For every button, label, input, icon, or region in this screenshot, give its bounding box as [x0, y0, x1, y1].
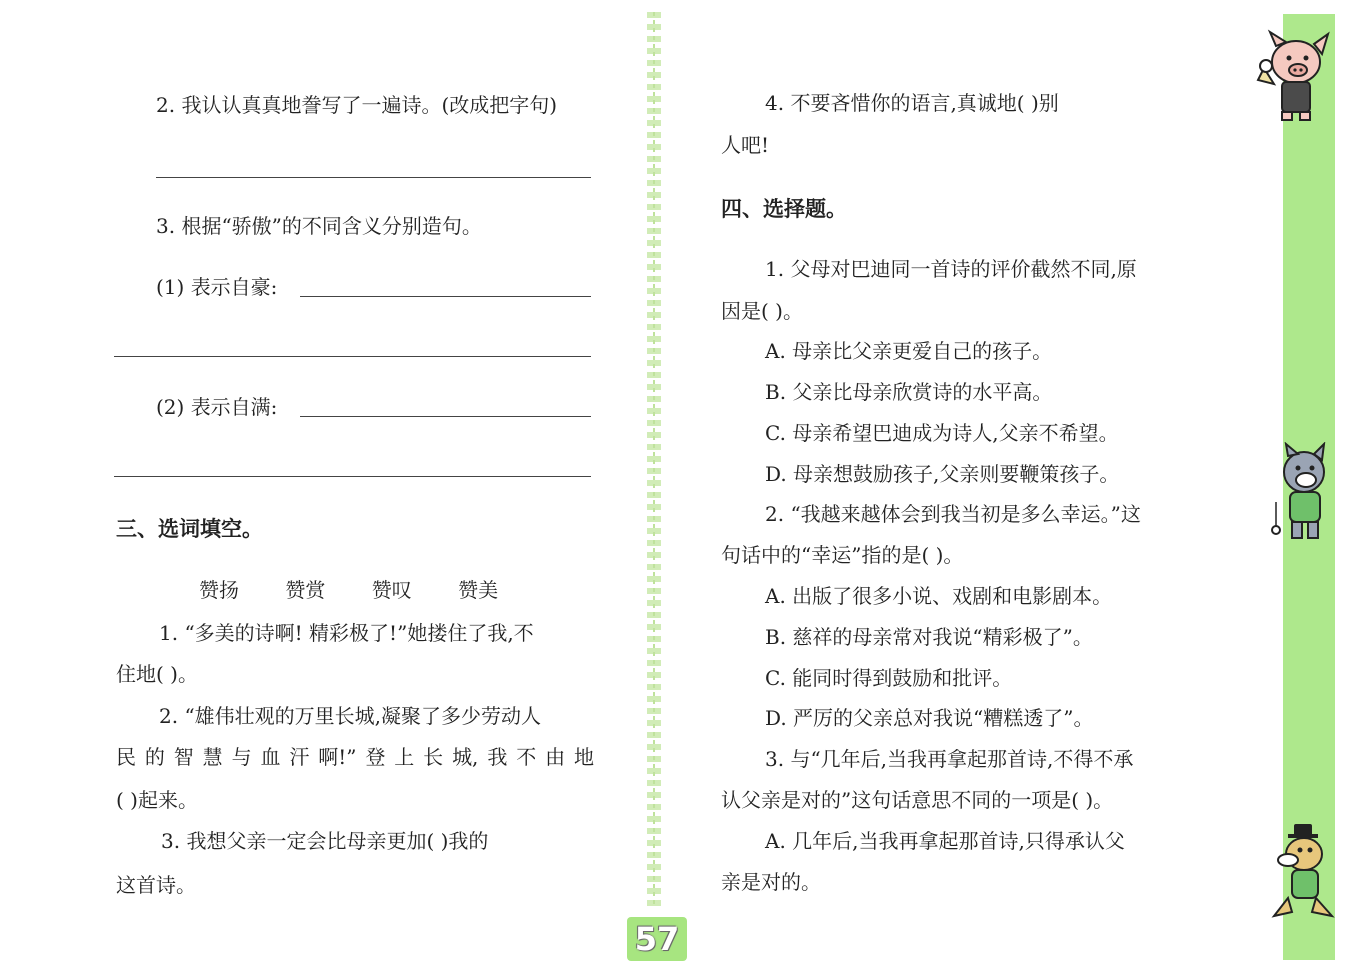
choice-2-line-2: 句话中的“幸运”指的是( )。: [721, 543, 964, 567]
choice-1-option-c[interactable]: C. 母亲希望巴迪成为诗人,父亲不希望。: [765, 421, 1119, 445]
text-char: 慧: [202, 745, 223, 769]
choice-1-option-d[interactable]: D. 母亲想鼓励孩子,父亲则要鞭策孩子。: [765, 462, 1120, 486]
text-char: 我: [487, 745, 508, 769]
fill-2-line-1: 2. “雄伟壮观的万里长城,凝聚了多少劳动人: [159, 704, 542, 728]
text-char: 地: [573, 745, 594, 769]
text-char: 的: [144, 745, 165, 769]
pig-mascot-icon: [1252, 28, 1334, 126]
choice-3-line-1: 3. 与“几年后,当我再拿起那首诗,不得不承: [765, 747, 1134, 771]
choice-3-option-a-line-2[interactable]: 亲是对的。: [721, 870, 821, 894]
word-bank-item: 赞美: [458, 578, 499, 602]
choice-1-line-1: 1. 父母对巴迪同一首诗的评价截然不同,原: [765, 257, 1137, 281]
fill-1-line-1: 1. “多美的诗啊! 精彩极了!”她搂住了我,不: [159, 621, 534, 645]
answer-line[interactable]: [300, 416, 591, 417]
page-number: 57: [627, 917, 687, 961]
fill-2-line-2: [116, 744, 594, 770]
fill-3-line-1: 3. 我想父亲一定会比母亲更加( )我的: [161, 829, 489, 853]
fill-2-line-3: ( )起来。: [116, 788, 198, 812]
word-bank-item: 赞赏: [285, 578, 326, 602]
fill-4-line-1: 4. 不要吝惜你的语言,真诚地( )别: [765, 91, 1059, 115]
text-char: 智: [173, 745, 194, 769]
fill-4-line-2: 人吧!: [721, 133, 770, 157]
choice-2-option-b[interactable]: B. 慈祥的母亲常对我说“精彩极了”。: [765, 625, 1093, 649]
choice-2-line-1: 2. “我越来越体会到我当初是多么幸运。”这: [765, 502, 1141, 526]
answer-line[interactable]: [114, 476, 591, 477]
text-char: 与: [231, 745, 252, 769]
choice-1-option-b[interactable]: B. 父亲比母亲欣赏诗的水平高。: [765, 380, 1053, 404]
choice-1-option-a[interactable]: A. 母亲比父亲更爱自己的孩子。: [765, 339, 1053, 363]
answer-line[interactable]: [114, 356, 591, 357]
word-bank-item: 赞叹: [371, 578, 412, 602]
section-4-heading: 四、选择题。: [721, 197, 847, 221]
fill-3-line-2: 这首诗。: [116, 873, 196, 897]
choice-2-option-c[interactable]: C. 能同时得到鼓励和批评。: [765, 666, 1013, 690]
wolf-mascot-icon: [1262, 442, 1336, 544]
fox-mascot-icon: [1268, 820, 1340, 924]
text-char: 上: [394, 745, 415, 769]
choice-2-option-d[interactable]: D. 严厉的父亲总对我说“糟糕透了”。: [765, 706, 1094, 730]
choice-3-line-2: 认父亲是对的”这句话意思不同的一项是( )。: [721, 788, 1114, 812]
text-char: 不: [516, 745, 537, 769]
fill-1-line-2: 住地( )。: [116, 662, 198, 686]
text-char: 登: [365, 745, 386, 769]
answer-line[interactable]: [156, 177, 591, 178]
word-bank-item: 赞扬: [199, 578, 239, 602]
text-char: 民: [116, 745, 136, 769]
question-3b-label: (2) 表示自满:: [156, 395, 278, 419]
section-3-heading: 三、选词填空。: [116, 517, 263, 541]
text-char: 汗: [289, 745, 310, 769]
word-bank: [199, 577, 538, 603]
choice-1-line-2: 因是( )。: [721, 299, 803, 323]
choice-3-option-a-line-1[interactable]: A. 几年后,当我再拿起那首诗,只得承认父: [765, 829, 1125, 853]
text-char: 啊!”: [318, 745, 357, 769]
answer-line[interactable]: [300, 296, 591, 297]
choice-2-option-a[interactable]: A. 出版了很多小说、戏剧和电影剧本。: [765, 584, 1113, 608]
text-char: 由: [545, 745, 566, 769]
question-2-rewrite: 2. 我认认真真地誊写了一遍诗。(改成把字句): [156, 93, 558, 117]
book-spine: [647, 12, 661, 907]
text-char: 城,: [452, 745, 479, 769]
question-3a-label: (1) 表示自豪:: [156, 275, 278, 299]
question-3-sentences: 3. 根据“骄傲”的不同含义分别造句。: [156, 214, 482, 238]
text-char: 血: [260, 745, 281, 769]
text-char: 长: [423, 745, 444, 769]
